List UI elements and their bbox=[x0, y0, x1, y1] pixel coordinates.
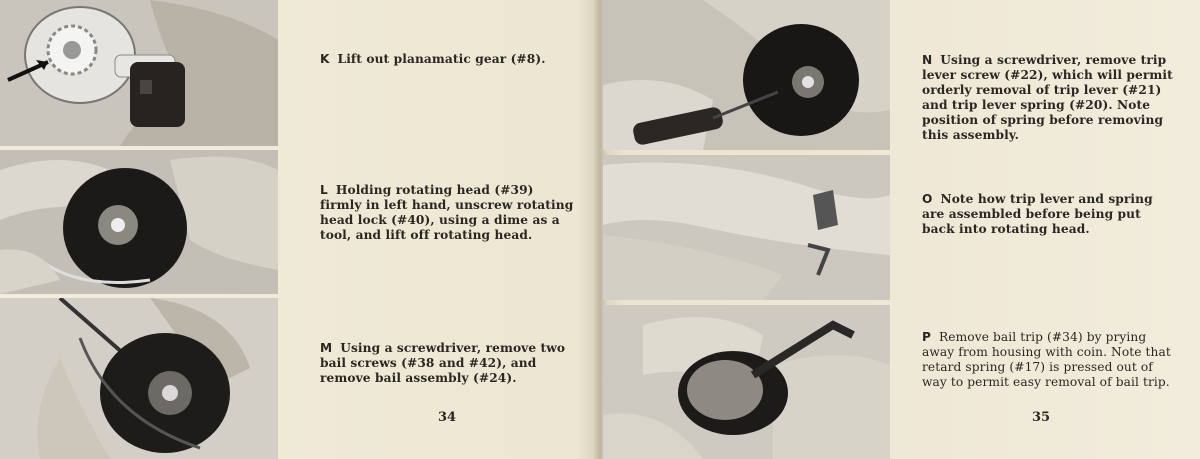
step-m bbox=[320, 341, 575, 386]
page-number-right: 35 bbox=[1032, 410, 1051, 425]
bail-photo-art bbox=[0, 298, 278, 459]
step-k bbox=[320, 52, 580, 67]
spring-photo-art bbox=[603, 155, 890, 300]
step-label: K bbox=[320, 52, 330, 66]
bail-trip-photo-art bbox=[603, 305, 890, 459]
step-label: N bbox=[922, 53, 933, 67]
step-text: Using a screwdriver, remove trip lever screw (#22), which will permit orderly removal of trip lever (#21) and trip lever spring (#20). Note position of spring before removing this assembly. bbox=[922, 53, 1173, 142]
step-l bbox=[320, 183, 575, 243]
page-number-left: 34 bbox=[438, 410, 457, 425]
step-p bbox=[922, 330, 1177, 390]
photo-l-head bbox=[0, 150, 278, 294]
photo-n-trip-lever bbox=[603, 0, 890, 150]
photo-m-bail bbox=[0, 298, 278, 459]
step-n bbox=[922, 53, 1177, 143]
step-label: M bbox=[320, 341, 333, 355]
step-label: L bbox=[320, 183, 328, 197]
step-text: Lift out planamatic gear (#8). bbox=[337, 52, 546, 66]
trip-lever-photo-art bbox=[603, 0, 890, 150]
step-label: O bbox=[922, 192, 933, 206]
step-o bbox=[922, 192, 1177, 237]
photo-o-spring bbox=[603, 155, 890, 300]
photo-k-gear bbox=[0, 0, 278, 146]
step-text: Using a screwdriver, remove two bail screws (#38 and #42), and remove bail assembly (#24). bbox=[320, 341, 566, 385]
gear-photo-art bbox=[0, 0, 278, 146]
step-label: P bbox=[922, 330, 932, 344]
step-text: Note how trip lever and spring are assembled before being put back into rotating head. bbox=[922, 192, 1153, 236]
head-photo-art bbox=[0, 150, 278, 294]
step-text: Remove bail trip (#34) by prying away from housing with coin. Note that retard spring (#17) is pressed out of way to permit easy removal of bail trip. bbox=[922, 330, 1171, 389]
step-text: Holding rotating head (#39) firmly in left hand, unscrew rotating head lock (#40), using a dime as a tool, and lift off rotating head. bbox=[320, 183, 574, 242]
photo-p-bail-trip bbox=[603, 305, 890, 459]
